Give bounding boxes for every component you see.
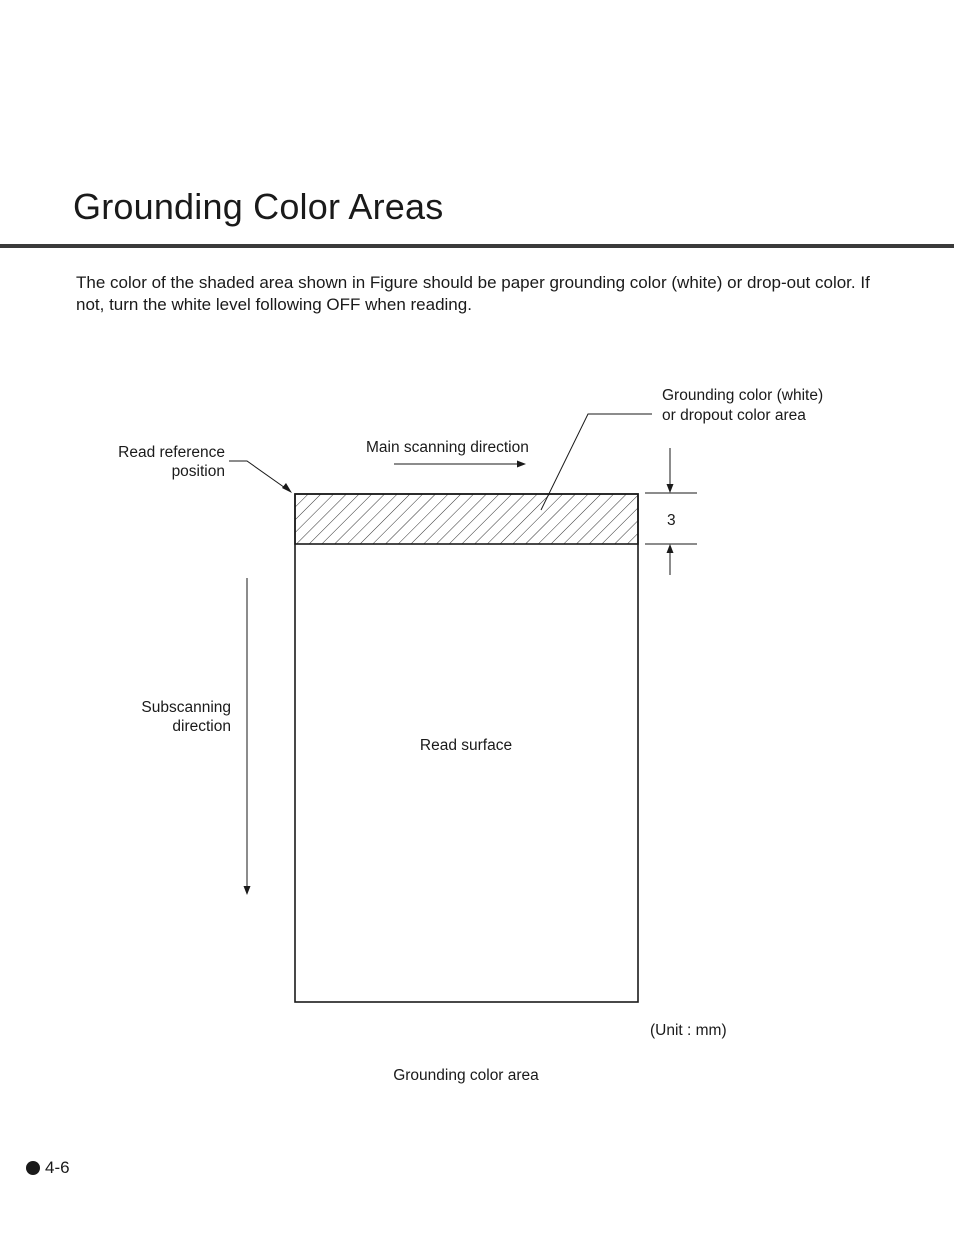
- read-ref-arrowhead: [282, 483, 292, 493]
- grounding-label-line1: Grounding color (white): [662, 387, 824, 404]
- subscanning-label-line2: direction: [172, 718, 231, 735]
- dimension-arrowhead-bottom: [667, 544, 674, 553]
- read-surface-label: Read surface: [419, 737, 513, 754]
- main-scanning-label: Main scanning direction: [366, 439, 529, 456]
- subscanning-label-line1: Subscanning: [141, 699, 231, 716]
- bullet-icon: [26, 1161, 40, 1175]
- page-number: 4-6: [45, 1158, 70, 1177]
- grounding-band: [295, 494, 638, 544]
- unit-note: (Unit : mm): [650, 1022, 727, 1039]
- dimension-label: 3: [667, 512, 676, 529]
- grounding-label-line2: or dropout color area: [662, 407, 806, 424]
- page-title: Grounding Color Areas: [73, 186, 444, 227]
- intro-paragraph: The color of the shaded area shown in Figure should be paper grounding color (white) or drop-out color. If not, turn the white level following OFF when reading.: [76, 273, 870, 314]
- dimension-arrowhead-top: [667, 484, 674, 493]
- main-scanning-arrowhead: [517, 461, 526, 468]
- read-ref-label-line2: position: [171, 463, 225, 480]
- read-ref-label-line1: Read reference: [118, 444, 225, 461]
- read-ref-leader-line: [229, 461, 288, 490]
- subscanning-arrowhead: [244, 886, 251, 895]
- page-footer: [26, 1158, 70, 1178]
- figure-caption: Grounding color area: [393, 1067, 539, 1084]
